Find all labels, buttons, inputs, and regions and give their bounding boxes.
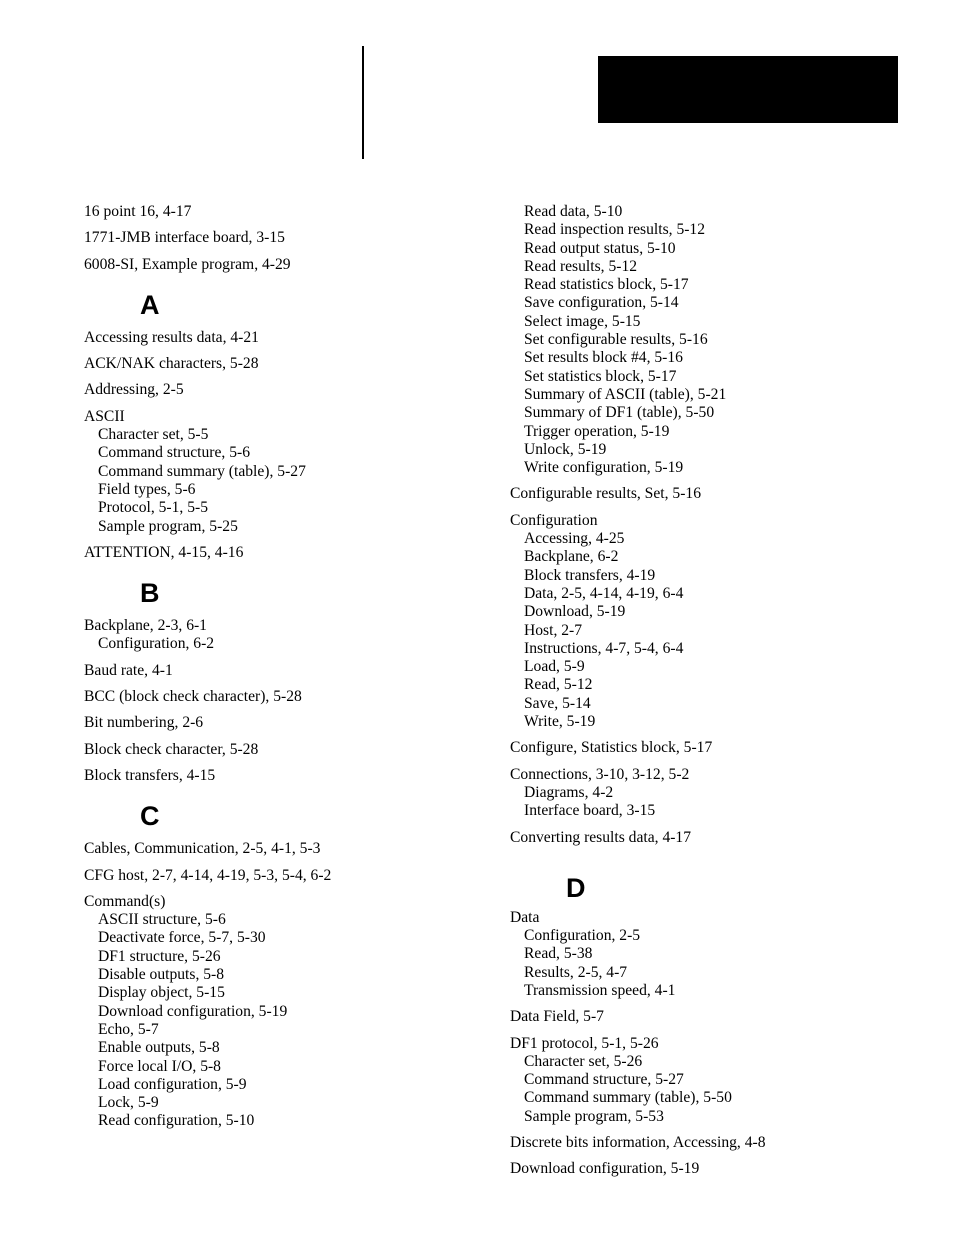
index-subentry: Deactivate force, 5-7, 5-30 xyxy=(98,929,266,947)
index-subentry: Sample program, 5-25 xyxy=(98,517,238,535)
index-entry xyxy=(84,544,484,562)
index-entry xyxy=(84,867,484,885)
index-column-left xyxy=(84,203,484,1139)
index-subentry: Command structure, 5-6 xyxy=(98,444,251,462)
index-entry xyxy=(510,909,930,1000)
index-entry-term: BCC (block check character), 5-28 xyxy=(84,688,302,706)
index-entry xyxy=(510,829,930,847)
index-entry xyxy=(84,355,484,373)
index-entry-term: 6008-SI, Example program, 4-29 xyxy=(84,255,291,273)
index-entry xyxy=(84,767,484,785)
index-subentry: Results, 2-5, 4-7 xyxy=(524,963,628,981)
index-entry-term: Configurable results, Set, 5-16 xyxy=(510,485,701,503)
index-entry xyxy=(510,1160,930,1178)
index-entry-term: Discrete bits information, Accessing, 4-8 xyxy=(510,1134,766,1152)
index-subentry: Character set, 5-5 xyxy=(98,426,209,444)
index-entry-term: Data Field, 5-7 xyxy=(510,1008,604,1026)
index-subentry: Read inspection results, 5-12 xyxy=(524,221,706,239)
index-subentry: Read statistics block, 5-17 xyxy=(524,276,689,294)
index-entry-term: Configure, Statistics block, 5-17 xyxy=(510,739,713,757)
index-entry-term: ATTENTION, 4-15, 4-16 xyxy=(84,543,244,561)
index-entry xyxy=(84,229,484,247)
index-subentry: Command structure, 5-27 xyxy=(524,1071,684,1089)
index-subentry: Accessing, 4-25 xyxy=(524,530,625,548)
index-subentry: Backplane, 6-2 xyxy=(524,548,619,566)
index-subentry: Read output status, 5-10 xyxy=(524,239,676,257)
index-entry-term: Block check character, 5-28 xyxy=(84,740,259,758)
index-subentry: Save configuration, 5-14 xyxy=(524,294,679,312)
index-subentry: Display object, 5-15 xyxy=(98,984,225,1002)
index-column-right xyxy=(510,203,930,1187)
index-group-intro xyxy=(84,203,484,274)
index-entry-term: Download configuration, 5-19 xyxy=(510,1160,700,1178)
index-entry xyxy=(84,256,484,274)
index-entry-term: 16 point 16, 4-17 xyxy=(84,203,192,220)
index-entry-term: Configuration xyxy=(510,511,598,529)
header-black-tab xyxy=(598,56,898,123)
index-subentry: Character set, 5-26 xyxy=(524,1052,643,1070)
index-subentry: DF1 structure, 5-26 xyxy=(98,947,221,965)
index-subentry: Configuration, 6-2 xyxy=(98,635,215,653)
index-subentry: Block transfers, 4-19 xyxy=(524,566,656,584)
index-subentry: Field types, 5-6 xyxy=(98,480,196,498)
index-entry-term: Baud rate, 4-1 xyxy=(84,661,173,679)
index-entry xyxy=(510,485,930,503)
index-entry xyxy=(510,203,930,477)
index-subentry: Instructions, 4-7, 5-4, 6-4 xyxy=(524,639,684,657)
index-subentry: Host, 2-7 xyxy=(524,621,583,639)
section-letter-heading: D xyxy=(566,872,586,903)
index-subentry: Load, 5-9 xyxy=(524,658,585,676)
header-divider-rule xyxy=(362,46,364,159)
index-subentry: Force local I/O, 5-8 xyxy=(98,1057,221,1075)
index-subentry: Load configuration, 5-9 xyxy=(98,1075,247,1093)
index-entry xyxy=(84,203,484,221)
index-subentry: Sample program, 5-53 xyxy=(524,1107,664,1125)
index-entry xyxy=(510,1008,930,1026)
index-subentry: Disable outputs, 5-8 xyxy=(98,966,225,984)
index-entry xyxy=(84,714,484,732)
index-entry-term: Bit numbering, 2-6 xyxy=(84,714,204,732)
index-subentry: Download configuration, 5-19 xyxy=(98,1002,288,1020)
index-subentry: Summary of ASCII (table), 5-21 xyxy=(524,385,727,403)
index-entry-term: CFG host, 2-7, 4-14, 4-19, 5-3, 5-4, 6-2 xyxy=(84,866,332,884)
index-subentry: Set results block #4, 5-16 xyxy=(524,349,683,367)
index-entry-term: Command(s) xyxy=(84,892,166,910)
index-subentry: Set statistics block, 5-17 xyxy=(524,367,677,385)
index-entry xyxy=(84,840,484,858)
index-entry xyxy=(510,739,930,757)
index-subentry: Command summary (table), 5-27 xyxy=(98,462,306,480)
index-entry xyxy=(84,408,484,536)
index-subentry: Set configurable results, 5-16 xyxy=(524,331,708,349)
index-subentry: Summary of DF1 (table), 5-50 xyxy=(524,404,715,422)
index-group-d xyxy=(510,873,930,1179)
index-entry xyxy=(84,617,484,654)
index-subentry: Read results, 5-12 xyxy=(524,257,638,275)
index-subentry: Read configuration, 5-10 xyxy=(98,1112,255,1130)
index-subentry: Download, 5-19 xyxy=(524,603,626,621)
index-entry xyxy=(510,512,930,732)
index-subentry: Read, 5-38 xyxy=(524,945,593,963)
section-letter-heading: B xyxy=(140,578,160,609)
index-entry-term: Addressing, 2-5 xyxy=(84,381,184,399)
index-entry-term: Cables, Communication, 2-5, 4-1, 5-3 xyxy=(84,840,321,858)
index-subentry: Lock, 5-9 xyxy=(98,1094,159,1112)
index-subentry: Write, 5-19 xyxy=(524,713,596,731)
index-entry xyxy=(84,662,484,680)
index-entry xyxy=(510,766,930,821)
index-subentry: Command summary (table), 5-50 xyxy=(524,1089,732,1107)
index-group-c xyxy=(84,801,484,1130)
index-subentry: Read, 5-12 xyxy=(524,676,593,694)
index-entry-term: ASCII xyxy=(84,407,125,425)
index-subentry: Configuration, 2-5 xyxy=(524,927,641,945)
index-entry-term: DF1 protocol, 5-1, 5-26 xyxy=(510,1034,659,1052)
index-entry xyxy=(510,1134,930,1152)
index-subentry: Transmission speed, 4-1 xyxy=(524,981,676,999)
index-subentry: Protocol, 5-1, 5-5 xyxy=(98,499,209,517)
index-entry-term: Block transfers, 4-15 xyxy=(84,766,216,784)
index-entry xyxy=(84,381,484,399)
index-subentry: Enable outputs, 5-8 xyxy=(98,1039,220,1057)
index-subentry: Echo, 5-7 xyxy=(98,1020,159,1038)
index-entry-term: Converting results data, 4-17 xyxy=(510,828,692,846)
index-entry-term: Accessing results data, 4-21 xyxy=(84,328,259,346)
index-subentry: Trigger operation, 5-19 xyxy=(524,422,670,440)
index-group-intro xyxy=(510,203,930,847)
index-subentry: Unlock, 5-19 xyxy=(524,440,607,458)
index-entry xyxy=(84,893,484,1131)
index-subentry: Read data, 5-10 xyxy=(524,203,623,220)
index-subentry: Select image, 5-15 xyxy=(524,312,641,330)
index-entry xyxy=(84,688,484,706)
index-group-b xyxy=(84,578,484,785)
index-subentry: Save, 5-14 xyxy=(524,694,591,712)
index-subentry: Interface board, 3-15 xyxy=(524,802,656,820)
index-subentry: Write configuration, 5-19 xyxy=(524,459,684,477)
index-subentry: ASCII structure, 5-6 xyxy=(98,911,226,929)
index-entry xyxy=(84,329,484,347)
index-entry xyxy=(84,741,484,759)
index-entry-term: 1771-JMB interface board, 3-15 xyxy=(84,229,285,247)
index-entry-term: Connections, 3-10, 3-12, 5-2 xyxy=(510,765,690,783)
index-entry-term: Backplane, 2-3, 6-1 xyxy=(84,617,207,635)
index-subentry: Diagrams, 4-2 xyxy=(524,783,614,801)
section-letter-heading: A xyxy=(140,289,160,320)
index-entry-term: Data xyxy=(510,908,540,926)
index-entry-term: ACK/NAK characters, 5-28 xyxy=(84,355,259,373)
index-group-a xyxy=(84,290,484,562)
index-entry xyxy=(510,1035,930,1126)
index-subentry: Data, 2-5, 4-14, 4-19, 6-4 xyxy=(524,584,684,602)
section-letter-heading: C xyxy=(140,801,160,832)
